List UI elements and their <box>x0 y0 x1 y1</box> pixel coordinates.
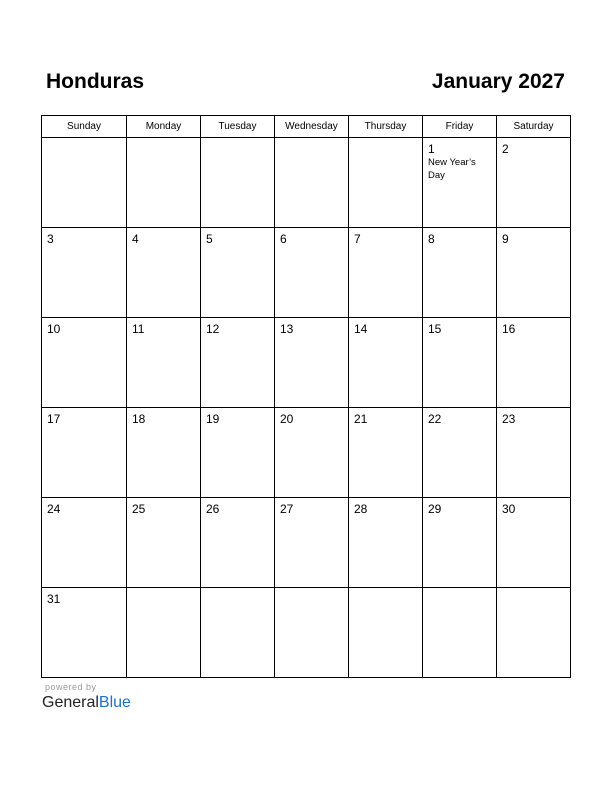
day-cell <box>275 588 349 678</box>
day-cell <box>201 588 275 678</box>
day-number: 25 <box>132 502 146 516</box>
day-number: 7 <box>354 232 361 246</box>
day-cell <box>497 588 571 678</box>
weekday-header: Sunday <box>42 116 127 138</box>
day-cell <box>42 588 127 678</box>
day-cell <box>497 138 571 228</box>
day-cell <box>127 498 201 588</box>
day-number: 5 <box>206 232 213 246</box>
powered-by-label: powered by <box>45 682 97 692</box>
day-cell <box>497 408 571 498</box>
weekday-header: Tuesday <box>201 116 275 138</box>
day-number: 3 <box>47 232 54 246</box>
day-number: 2 <box>502 142 509 156</box>
day-number: 12 <box>206 322 220 336</box>
day-cell <box>42 138 127 228</box>
weekday-header: Thursday <box>349 116 423 138</box>
week-row <box>42 408 571 498</box>
weekday-header: Saturday <box>497 116 571 138</box>
weekday-header: Wednesday <box>275 116 349 138</box>
country-title: Honduras <box>46 70 145 93</box>
day-number: 13 <box>280 322 294 336</box>
day-cell <box>275 408 349 498</box>
week-row <box>42 138 571 228</box>
day-number: 26 <box>206 502 220 516</box>
day-number: 1 <box>428 142 435 156</box>
generalblue-logo <box>42 694 131 712</box>
day-cell <box>497 228 571 318</box>
week-row <box>42 588 571 678</box>
day-cell <box>275 498 349 588</box>
day-number: 27 <box>280 502 294 516</box>
day-number: 20 <box>280 412 294 426</box>
day-cell <box>201 138 275 228</box>
day-cell <box>201 228 275 318</box>
day-cell <box>349 228 423 318</box>
day-number: 10 <box>47 322 61 336</box>
day-number: 24 <box>47 502 61 516</box>
day-cell <box>423 318 497 408</box>
week-row <box>42 498 571 588</box>
day-cell <box>423 228 497 318</box>
weekday-header-row <box>42 116 571 138</box>
day-cell <box>423 588 497 678</box>
day-cell <box>201 318 275 408</box>
day-cell <box>201 498 275 588</box>
day-cell <box>275 138 349 228</box>
day-number: 16 <box>502 322 516 336</box>
day-cell <box>423 498 497 588</box>
holiday-label: New Year’s Day <box>428 157 476 181</box>
day-number: 30 <box>502 502 516 516</box>
day-number: 29 <box>428 502 442 516</box>
day-cell <box>127 228 201 318</box>
day-number: 9 <box>502 232 509 246</box>
day-cell <box>275 228 349 318</box>
weekday-header: Monday <box>127 116 201 138</box>
day-number: 28 <box>354 502 368 516</box>
day-number: 4 <box>132 232 139 246</box>
day-number: 11 <box>132 322 145 336</box>
day-cell <box>42 408 127 498</box>
day-cell <box>42 498 127 588</box>
day-cell <box>275 318 349 408</box>
day-cell <box>349 588 423 678</box>
day-cell <box>42 318 127 408</box>
day-number: 15 <box>428 322 442 336</box>
day-cell <box>127 318 201 408</box>
day-number: 23 <box>502 412 516 426</box>
brand-general-text: General <box>42 694 99 711</box>
day-number: 19 <box>206 412 220 426</box>
day-number: 18 <box>132 412 146 426</box>
calendar-grid <box>41 115 571 678</box>
day-number: 6 <box>280 232 287 246</box>
day-number: 21 <box>354 412 368 426</box>
day-cell <box>349 498 423 588</box>
day-number: 22 <box>428 412 442 426</box>
week-row <box>42 228 571 318</box>
week-row <box>42 318 571 408</box>
day-cell <box>423 138 497 228</box>
day-cell <box>349 138 423 228</box>
day-cell <box>42 228 127 318</box>
day-number: 17 <box>47 412 61 426</box>
brand-blue-text: Blue <box>98 694 131 711</box>
day-cell <box>127 588 201 678</box>
day-cell <box>423 408 497 498</box>
day-cell <box>349 318 423 408</box>
month-title: January 2027 <box>431 70 565 93</box>
weekday-header: Friday <box>423 116 497 138</box>
day-cell <box>127 408 201 498</box>
day-number: 14 <box>354 322 368 336</box>
day-number: 8 <box>428 232 435 246</box>
day-cell <box>201 408 275 498</box>
day-cell <box>497 498 571 588</box>
day-cell <box>497 318 571 408</box>
day-number: 31 <box>47 592 61 606</box>
day-cell <box>127 138 201 228</box>
day-cell <box>349 408 423 498</box>
